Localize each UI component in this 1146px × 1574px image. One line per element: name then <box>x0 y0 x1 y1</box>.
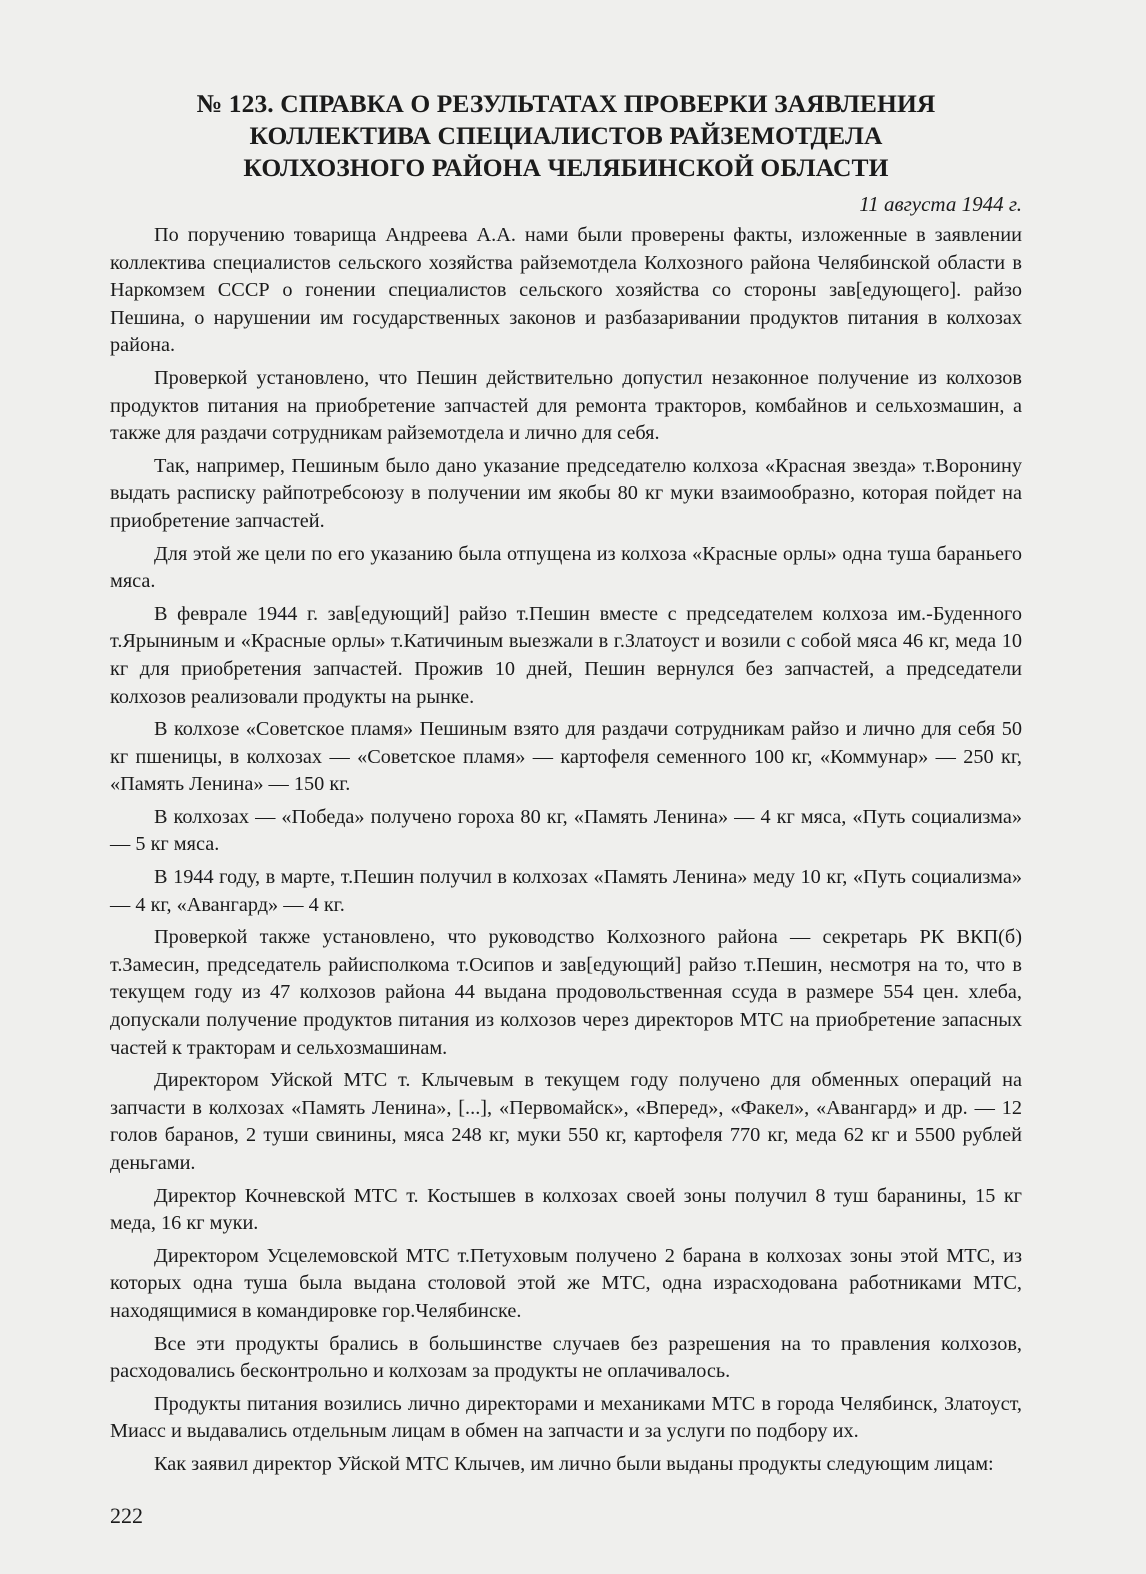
paragraph: По поручению товарища Андреева А.А. нами были проверены факты, изложенные в заявлении коллектива специалистов сельского хозяйства райземотдела Колхозного района Челябинской области в Наркомзем СССР о гонении специалистов сельского хозяйства со стороны зав[едующего]. райзо Пешина, о нарушении им государственных законов и разбазаривании продуктов питания в колхозах района. <box>110 224 1022 357</box>
paragraph: Директором Усцелемовской МТС т.Петуховым получено 2 барана в колхозах зоны этой МТС, из которых одна туша была выдана столовой этой же МТС, одна израсходована работниками МТС, находящимися в командировке гор.Челябинске. <box>110 1244 1022 1322</box>
title-line-2: КОЛЛЕКТИВА СПЕЦИАЛИСТОВ РАЙЗЕМОТДЕЛА <box>249 121 883 150</box>
paragraph: Продукты питания возились лично директорами и механиками МТС в города Челябинск, Златоуст, Миасс и выдавались отдельным лицам в обмен на запчасти и за услуги по подбору их. <box>110 1392 1022 1443</box>
paragraph: В колхозе «Советское пламя» Пешиным взято для раздачи сотрудникам райзо и лично для себя 50 кг пшеницы, в колхозах — «Советское пламя» — картофеля семенного 100 кг, «Коммунар» — 250 кг, «Память Ленина» — 150 кг. <box>110 718 1022 796</box>
paragraph: В колхозах — «Победа» получено гороха 80 кг, «Память Ленина» — 4 кг мяса, «Путь социализма» — 5 кг мяса. <box>110 805 1022 856</box>
document-page <box>110 88 1022 1484</box>
paragraph: В 1944 году, в марте, т.Пешин получил в колхозах «Память Ленина» меду 10 кг, «Путь социализма» — 4 кг, «Авангард» — 4 кг. <box>110 866 1022 916</box>
paragraph: Проверкой установлено, что Пешин действительно допустил незаконное получение из колхозов продуктов питания на приобретение запчастей для ремонта тракторов, комбайнов и сельхозмашин, а также для раздачи сотрудникам райземотдела и лично для себя. <box>110 366 1022 445</box>
document-title <box>110 88 1022 184</box>
title-line-3: КОЛХОЗНОГО РАЙОНА ЧЕЛЯБИНСКОЙ ОБЛАСТИ <box>243 153 889 182</box>
paragraph: Проверкой также установлено, что руководство Колхозного района — секретарь РК ВКП(б) т.Замесин, председатель райисполкома т.Осипов и зав[едующий] райзо т.Пешин, несмотря на то, что в текущем году из 47 колхозов района 44 выдана продовольственная ссуда в размере 554 цен. хлеба, допускали получение продуктов питания из колхозов через директоров МТС на приобретение запасных частей к тракторам и сельхозмашинам. <box>110 926 1022 1059</box>
page-number: 222 <box>110 1503 143 1528</box>
document-date: 11 августа 1944 г. <box>859 192 1022 216</box>
paragraph: Так, например, Пешиным было дано указание председателю колхоза «Красная звезда» т.Воронину выдать расписку райпотребсоюзу в получении им якобы 80 кг муки взаимообразно, которая пойдет на приобретение запчастей. <box>110 454 1022 532</box>
title-line-1: № 123. СПРАВКА О РЕЗУЛЬТАТАХ ПРОВЕРКИ ЗАЯВЛЕНИЯ <box>196 89 936 118</box>
paragraph: Директор Кочневской МТС т. Костышев в колхозах своей зоны получил 8 туш баранины, 15 кг меда, 16 кг муки. <box>110 1184 1022 1235</box>
paragraph: Как заявил директор Уйской МТС Клычев, им лично были выданы продукты следующим лицам: <box>154 1452 994 1475</box>
paragraph: Директором Уйской МТС т. Клычевым в текущем году получено для обменных операций на запчасти в колхозах «Память Ленина», [...], «Первомайск», «Вперед», «Факел», «Авангард» и др. — 12 голов баранов, 2 туши свинины, мяса 248 кг, муки 550 кг, картофеля 770 кг, меда 62 кг и 5500 рублей деньгами. <box>110 1069 1022 1174</box>
paragraph: Для этой же цели по его указанию была отпущена из колхоза «Красные орлы» одна туша бараньего мяса. <box>110 542 1022 593</box>
paragraph: В феврале 1944 г. зав[едующий] райзо т.Пешин вместе с председателем колхоза им.-Буденного т.Ярыниным и «Красные орлы» т.Катичиным выезжали в г.Златоуст и возили с собой мяса 46 кг, меда 10 кг для приобретения запчастей. Прожив 10 дней, Пешин вернулся без запчастей, а председатели колхозов реализовали продукты на рынке. <box>110 602 1022 708</box>
paragraph: Все эти продукты брались в большинстве случаев без разрешения на то правления колхозов, расходовались бесконтрольно и колхозам за продукты не оплачивалось. <box>110 1332 1022 1383</box>
document-body <box>110 222 1022 1479</box>
